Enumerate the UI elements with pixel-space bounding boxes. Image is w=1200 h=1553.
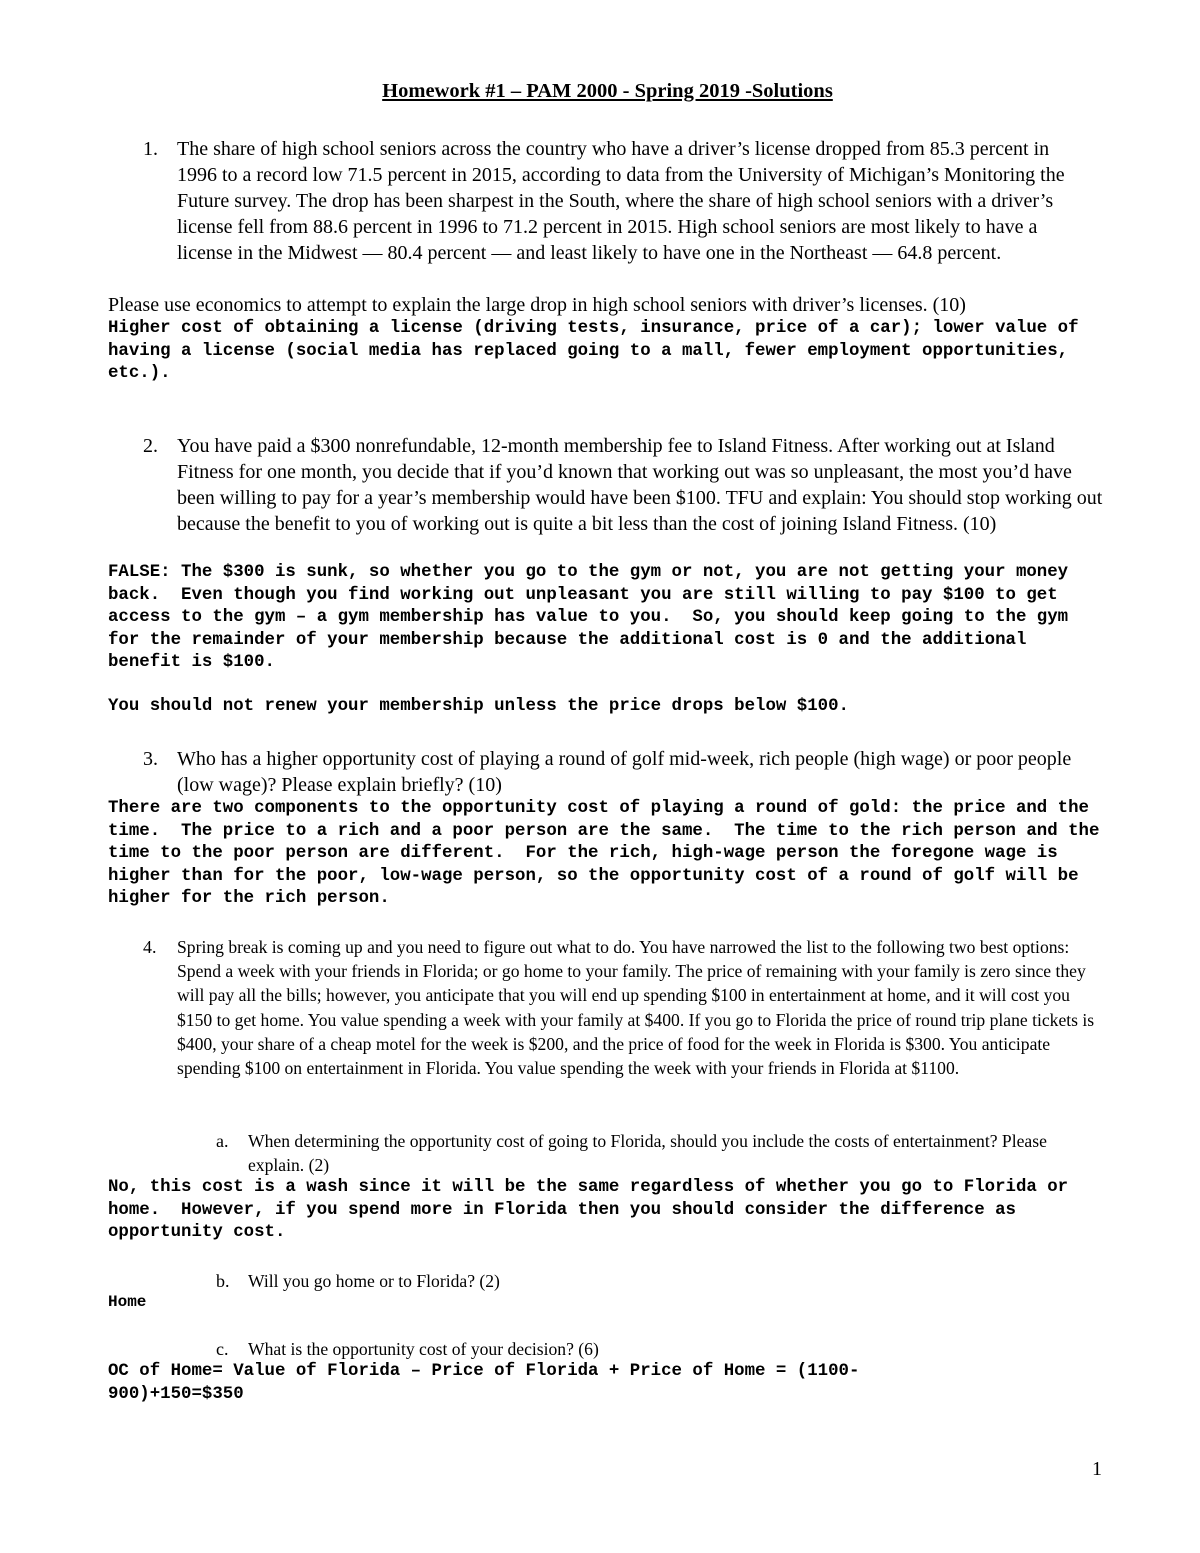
question-4c-text: What is the opportunity cost of your decision? (6) [248, 1339, 599, 1359]
question-3-answer: There are two components to the opportunity cost of playing a round of gold: the price and the time. The price to a rich and a poor person are the same. The time to the rich person and the time to the poor person are different. For the rich, high-wage person the foregone wage is higher than for the poor, low-wage person, so the opportunity cost of a round of golf will be higher for the rich person. [108, 799, 1110, 908]
question-1-prompt: Please use economics to attempt to explain the large drop in high school seniors with driver’s licenses. (10) [108, 294, 966, 316]
question-4c-answer-line1: OC of Home= Value of Florida – Price of Florida + Price of Home = (1100- [108, 1362, 860, 1381]
question-4c-answer-line2: 900)+150=$350 [108, 1385, 244, 1404]
question-1-text: The share of high school seniors across the country who have a driver’s license dropped from 85.3 percent in 1996 to a record low 71.5 percent in 2015, according to data from the University of Michigan’s Monitoring the Future survey. The drop has been sharpest in the South, where the share of high school seniors with a driver’s license fell from 88.6 percent in 1996 to 71.2 percent in 2015. High school seniors are most likely to have a license in the Midwest — 80.4 percent — and least likely to have one in the Northeast — 64.8 percent. [177, 138, 1065, 264]
question-1-number: 1. [143, 138, 158, 160]
question-4b-letter: b. [216, 1271, 230, 1291]
question-2-answer: FALSE: The $300 is sunk, so whether you go to the gym or not, you are not getting your money back. Even though you find working out unpleasant you are still willing to pay $100 to get access to the gym – a gym membership has value to you. So, you should keep going to the gym for the remainder of your membership because the additional cost is 0 and the additional benefit is $100. [108, 563, 1079, 672]
question-4-number: 4. [143, 937, 157, 957]
question-4a-text: When determining the opportunity cost of going to Florida, should you include the costs of entertainment? Please explain. (2) [248, 1131, 1047, 1176]
page-number: 1 [1092, 1458, 1102, 1480]
question-2-number: 2. [143, 435, 158, 457]
question-4a-answer: No, this cost is a wash since it will be the same regardless of whether you go to Florida or home. However, if you spend more in Florida then you should consider the difference as opportunity cost. [108, 1178, 1079, 1242]
question-4-text: Spring break is coming up and you need to figure out what to do. You have narrowed the list to the following two best options: Spend a week with your friends in Florida; or go home to your family. The price of remaining with your family is zero since they will pay all the bills; however, you anticipate that you will end up spending $100 in entertainment at home, and it will cost you $150 to get home. You value spending a week with your family at $400. If you go to Florida the price of round trip plane tickets is $400, your share of a cheap motel for the week is $200, and the price of food for the week in Florida is $300. You anticipate spending $100 on entertainment in Florida. You value spending the week with your friends in Florida at $1100. [177, 937, 1095, 1079]
page-title: Homework #1 – PAM 2000 - Spring 2019 -Solutions [382, 80, 833, 102]
question-4b-text: Will you go home or to Florida? (2) [248, 1271, 500, 1291]
question-2-text: You have paid a $300 nonrefundable, 12-month membership fee to Island Fitness. After working out at Island Fitness for one month, you decide that if you’d known that working out was so unpleasant, the most you’d have been willing to pay for a year’s membership would have been $100. TFU and explain: You should stop working out because the benefit to you of working out is quite a bit less than the cost of joining Island Fitness. (10) [177, 435, 1103, 535]
question-2-answer-renew: You should not renew your membership unless the price drops below $100. [108, 697, 849, 716]
question-3-number: 3. [143, 748, 158, 770]
question-4a-letter: a. [216, 1131, 229, 1151]
question-4c-letter: c. [216, 1339, 229, 1359]
question-3-text: Who has a higher opportunity cost of playing a round of golf mid-week, rich people (high wage) or poor people (low wage)? Please explain briefly? (10) [177, 748, 1072, 796]
question-1-answer: Higher cost of obtaining a license (driving tests, insurance, price of a car); lower value of having a license (social media has replaced going to a mall, fewer employment opportunities, etc.). [108, 319, 1089, 383]
question-4b-answer: Home [108, 1293, 147, 1311]
